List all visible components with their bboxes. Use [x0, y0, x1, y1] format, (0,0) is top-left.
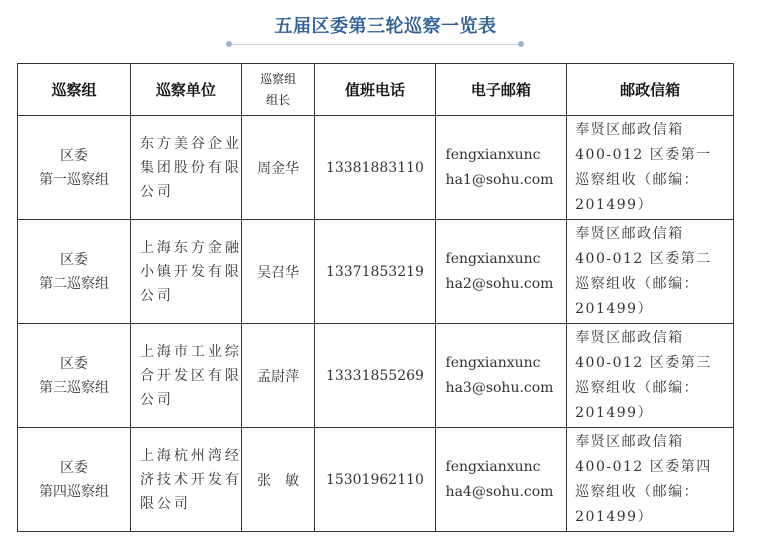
- email-cell: [435, 220, 567, 324]
- phone-cell: 13331855269: [315, 324, 435, 428]
- title-underline: [232, 44, 520, 45]
- postal-line: 400-012 区委第二: [575, 250, 712, 267]
- unit-line: 上海市工业综: [139, 343, 242, 360]
- unit-line: 集团股份有限: [139, 159, 242, 176]
- unit-cell: [130, 220, 241, 324]
- email-line: ha1@sohu.com: [445, 171, 554, 188]
- unit-line: 公司: [139, 391, 174, 408]
- email-line: fengxianxunc: [445, 250, 541, 267]
- leader-cell: 孟尉萍: [241, 324, 315, 428]
- inspection-table: [17, 63, 734, 532]
- unit-line: 公司: [139, 287, 174, 304]
- unit-line: 限公司: [139, 495, 191, 512]
- phone-cell: 13371853219: [315, 220, 435, 324]
- title-dot-right: [518, 41, 524, 47]
- unit-line: 东方美谷企业: [139, 135, 242, 152]
- table-row: [18, 116, 734, 220]
- unit-cell: [130, 116, 241, 220]
- group-line: 第二巡察组: [38, 275, 109, 292]
- title-wrap: [0, 12, 771, 38]
- header-unit: 巡察单位: [130, 64, 241, 116]
- email-cell: [435, 428, 567, 532]
- postal-line: 奉贤区邮政信箱: [575, 329, 684, 346]
- postal-line: 400-012 区委第一: [575, 146, 712, 163]
- header-group: 巡察组: [18, 64, 131, 116]
- table-row: [18, 220, 734, 324]
- postal-line: 201499）: [575, 508, 654, 525]
- unit-line: 济技术开发有: [139, 471, 242, 488]
- postal-line: 400-012 区委第四: [575, 458, 712, 475]
- postal-line: 巡察组收（邮编：: [575, 483, 700, 500]
- group-cell: [18, 324, 131, 428]
- group-cell: [18, 220, 131, 324]
- leader-cell: 周金华: [241, 116, 315, 220]
- leader-cell: 吴召华: [241, 220, 315, 324]
- table-row: [18, 324, 734, 428]
- unit-line: 合开发区有限: [139, 367, 242, 384]
- postal-cell: [567, 324, 734, 428]
- postal-line: 201499）: [575, 404, 654, 421]
- postal-line: 400-012 区委第三: [575, 354, 712, 371]
- postal-line: 奉贤区邮政信箱: [575, 121, 684, 138]
- email-cell: [435, 324, 567, 428]
- email-line: ha3@sohu.com: [445, 379, 554, 396]
- group-line: 第一巡察组: [38, 171, 109, 188]
- email-cell: [435, 116, 567, 220]
- unit-line: 小镇开发有限: [139, 263, 242, 280]
- postal-line: 201499）: [575, 300, 654, 317]
- postal-line: 奉贤区邮政信箱: [575, 433, 684, 450]
- header-leader-line1: 巡察组: [260, 71, 297, 86]
- postal-cell: [567, 220, 734, 324]
- postal-line: 巡察组收（邮编：: [575, 379, 700, 396]
- postal-line: 奉贤区邮政信箱: [575, 225, 684, 242]
- title-dot-left: [226, 41, 232, 47]
- table-header-row: [18, 64, 734, 116]
- unit-line: 上海杭州湾经: [139, 447, 242, 464]
- header-postal: 邮政信箱: [567, 64, 734, 116]
- unit-cell: [130, 428, 241, 532]
- phone-cell: 13381883110: [315, 116, 435, 220]
- group-line: 第四巡察组: [38, 483, 109, 500]
- email-line: ha4@sohu.com: [445, 483, 554, 500]
- leader-cell: 张 敏: [241, 428, 315, 532]
- postal-cell: [567, 428, 734, 532]
- table-body: [18, 116, 734, 532]
- unit-line: 公司: [139, 183, 174, 200]
- postal-cell: [567, 116, 734, 220]
- header-email: 电子邮箱: [435, 64, 567, 116]
- header-leader: [241, 64, 315, 116]
- unit-line: 上海东方金融: [139, 239, 242, 256]
- email-line: fengxianxunc: [445, 354, 541, 371]
- postal-line: 巡察组收（邮编：: [575, 171, 700, 188]
- email-line: fengxianxunc: [445, 146, 541, 163]
- group-line: 第三巡察组: [38, 379, 109, 396]
- group-line: 区委: [59, 355, 88, 372]
- email-line: ha2@sohu.com: [445, 275, 554, 292]
- group-line: 区委: [59, 459, 88, 476]
- unit-cell: [130, 324, 241, 428]
- group-line: 区委: [59, 147, 88, 164]
- header-phone: 值班电话: [315, 64, 435, 116]
- table-row: [18, 428, 734, 532]
- postal-line: 巡察组收（邮编：: [575, 275, 700, 292]
- group-cell: [18, 428, 131, 532]
- page-title: 五届区委第三轮巡察一览表: [274, 16, 497, 37]
- postal-line: 201499）: [575, 196, 654, 213]
- group-cell: [18, 116, 131, 220]
- group-line: 区委: [59, 251, 88, 268]
- header-leader-line2: 组长: [266, 92, 291, 107]
- phone-cell: 15301962110: [315, 428, 435, 532]
- email-line: fengxianxunc: [445, 458, 541, 475]
